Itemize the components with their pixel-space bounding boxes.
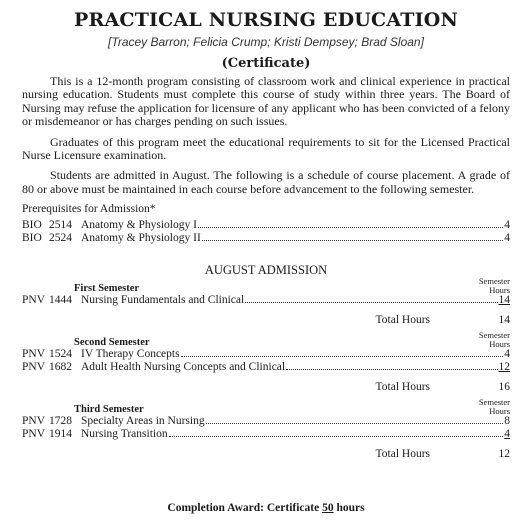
course-hours: 4	[504, 428, 510, 441]
intro-paragraph-graduates: Graduates of this program meet the educational requirements to sit for the Licensed Practical Nurse Licensure examination.	[22, 134, 510, 163]
course-row	[22, 294, 510, 307]
course-name: Specialty Areas in Nursing	[81, 415, 205, 428]
semester-hours-label-line2: Hours	[489, 338, 510, 349]
total-hours-value: 12	[498, 448, 510, 461]
course-row	[22, 348, 510, 361]
course-number: 1524	[49, 348, 72, 361]
dot-leader	[181, 355, 504, 357]
semester-hours-label	[479, 331, 510, 348]
course-number: 1682	[49, 361, 72, 374]
total-hours-label: Total Hours	[375, 448, 430, 461]
course-row	[22, 232, 510, 245]
course-name: Nursing Transition	[81, 428, 168, 441]
semester-hours-label	[479, 277, 510, 294]
course-prefix: PNV	[22, 428, 46, 441]
course-name: Nursing Fundamentals and Clinical	[81, 294, 245, 307]
intro-paragraph-admission: Students are admitted in August. The following is a schedule of course placement. A grade of 80 or above must be maintained in each course before advancement to the following semester.	[22, 168, 510, 196]
semester-total	[22, 380, 510, 394]
course-name: Anatomy & Physiology II	[81, 232, 201, 245]
course-prefix: PNV	[22, 348, 46, 361]
semester-total	[22, 447, 510, 461]
semester-total	[22, 313, 510, 327]
course-hours: 4	[504, 348, 510, 361]
completion-award	[0, 502, 532, 514]
dot-leader	[198, 226, 503, 228]
course-prefix: PNV	[22, 294, 46, 307]
semester-title: First Semester	[74, 283, 140, 295]
semester-hours-label	[479, 398, 510, 415]
completion-award-hours: 50	[322, 502, 334, 514]
semester-header	[22, 277, 510, 294]
course-hours: 4	[504, 232, 510, 245]
semester-hours-label-line1: Semester	[478, 276, 510, 287]
prerequisites-heading: Prerequisites for Admission*	[22, 203, 156, 216]
completion-award-label: Completion Award: Certificate	[167, 502, 320, 514]
course-name: IV Therapy Concepts	[81, 348, 180, 361]
semester-hours-label-line1: Semester	[478, 397, 510, 408]
course-row	[22, 361, 510, 374]
course-prefix: BIO	[22, 232, 42, 245]
course-row	[22, 415, 510, 428]
course-hours: 12	[498, 361, 510, 374]
semester-title: Second Semester	[74, 337, 150, 349]
course-hours: 8	[504, 415, 510, 428]
semester-hours-label-line2: Hours	[489, 284, 510, 295]
course-number: 2524	[49, 232, 72, 245]
semester-block-third	[22, 398, 510, 461]
semester-hours-label-line2: Hours	[489, 405, 510, 416]
semester-header	[22, 398, 510, 415]
course-row	[22, 219, 510, 232]
total-hours-value: 14	[498, 314, 510, 327]
prerequisite-list	[22, 219, 510, 245]
semester-title: Third Semester	[74, 404, 144, 416]
course-number: 1914	[49, 428, 72, 441]
dot-leader	[202, 239, 503, 241]
august-admission-heading: AUGUST ADMISSION	[204, 263, 328, 278]
dot-leader	[286, 368, 497, 370]
course-hours: 4	[504, 219, 510, 232]
course-number: 2514	[49, 219, 72, 232]
course-hours: 14	[498, 294, 510, 307]
course-name: Anatomy & Physiology I	[81, 219, 197, 232]
certificate-subtitle: (Certificate)	[221, 56, 311, 71]
intro-paragraph-program: This is a 12-month program consisting of classroom work and clinical experience in practical nursing education. Students must complete this course of study within three years. The Board of Nursing may refuse the application for licensure of any applicant who has been convicted of a felony or misdemeanor or has charges pending on such issues.	[22, 74, 510, 129]
course-prefix: BIO	[22, 219, 42, 232]
semester-header	[22, 331, 510, 348]
dot-leader	[206, 422, 504, 424]
dot-leader	[245, 301, 497, 303]
document-title: PRACTICAL NURSING EDUCATION	[73, 9, 459, 31]
authors-line: [Tracey Barron; Felicia Crump; Kristi Dempsey; Brad Sloan]	[108, 35, 424, 49]
course-prefix: PNV	[22, 361, 46, 374]
total-hours-label: Total Hours	[375, 381, 430, 394]
course-number: 1444	[49, 294, 72, 307]
course-prefix: PNV	[22, 415, 46, 428]
semester-block-first	[22, 277, 510, 327]
course-number: 1728	[49, 415, 72, 428]
course-row	[22, 428, 510, 441]
semester-block-second	[22, 331, 510, 394]
course-name: Adult Health Nursing Concepts and Clinical	[81, 361, 286, 374]
completion-award-unit: hours	[336, 502, 365, 514]
total-hours-value: 16	[498, 381, 510, 394]
semester-hours-label-line1: Semester	[478, 330, 510, 341]
dot-leader	[169, 435, 504, 437]
total-hours-label: Total Hours	[375, 314, 430, 327]
